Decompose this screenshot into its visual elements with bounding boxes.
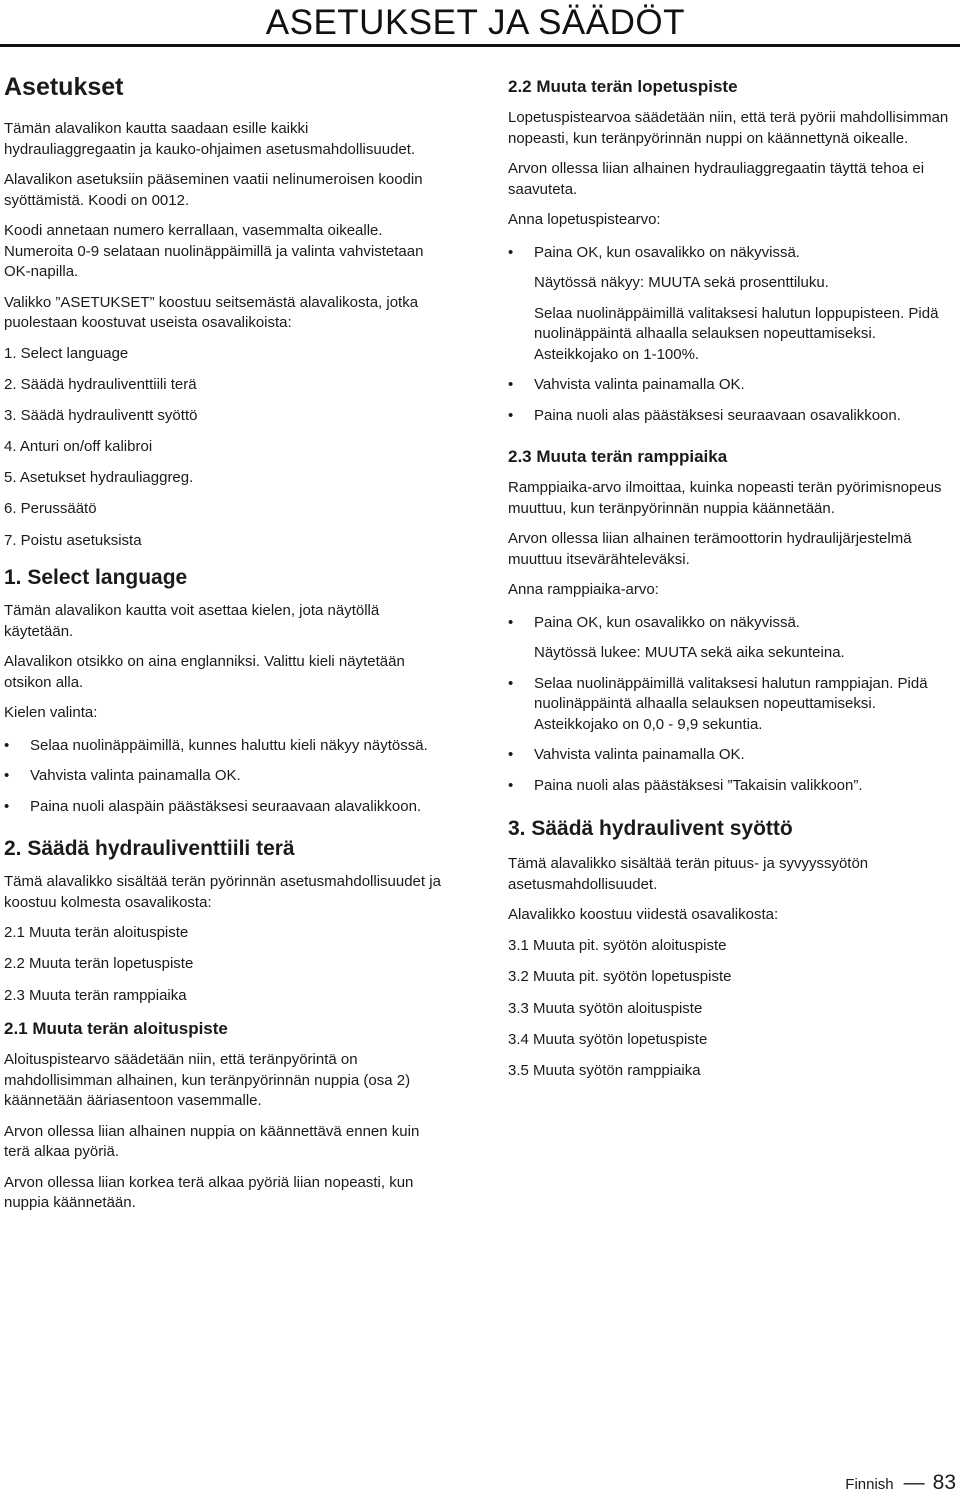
bullet-item: • Paina nuoli alas päästäksesi ”Takaisin valikkoon”. bbox=[508, 776, 958, 797]
right-column bbox=[508, 76, 958, 1081]
paragraph: Arvon ollessa liian korkea terä alkaa pyöriä liian nopeasti, kun nuppia käännetään. bbox=[4, 1173, 414, 1211]
menu-item: 6. Perussäätö bbox=[4, 500, 97, 518]
paragraph: Arvon ollessa liian alhainen nuppia on käännettävä ennen kuin terä alkaa pyöriä. bbox=[4, 1122, 420, 1160]
bullet-item: • Paina OK, kun osavalikko on näkyvissä. bbox=[508, 613, 958, 634]
left-column bbox=[4, 72, 444, 1214]
heading-select-language: 1. Select language bbox=[4, 566, 188, 590]
paragraph: Alavalikko koostuu viidestä osavalikosta: bbox=[508, 906, 779, 923]
menu-item: 5. Asetukset hydrauliaggreg. bbox=[4, 469, 194, 487]
menu-item: 1. Select language bbox=[4, 344, 129, 362]
paragraph: Alavalikon asetuksiin pääseminen vaatii nelinumeroisen koodin syöttämistä. Koodi on 0012. bbox=[4, 171, 423, 209]
indented-text: Näytössä lukee: MUUTA sekä aika sekunteina. bbox=[534, 644, 845, 661]
heading-saada-hydrauliventtiili: 2. Säädä hydrauliventtiili terä bbox=[4, 837, 295, 861]
page-footer bbox=[845, 1471, 956, 1495]
footer-dash: — bbox=[903, 1471, 925, 1494]
menu-item: 7. Poistu asetuksista bbox=[4, 531, 142, 549]
paragraph: Arvon ollessa liian alhainen hydrauliaggregaatin täyttä tehoa ei saavuteta. bbox=[508, 160, 925, 198]
paragraph: Tämä alavalikko sisältää terän pyörinnän asetusmahdollisuudet ja koostuu kolmesta osavalikosta: bbox=[4, 873, 441, 911]
paragraph: Arvon ollessa liian alhainen terämoottorin hydraulijärjestelmä muuttuu itsevärähteleväksi. bbox=[508, 530, 912, 568]
heading-2-3: 2.3 Muuta terän ramppiaika bbox=[508, 447, 728, 466]
submenu-item: 3.3 Muuta syötön aloituspiste bbox=[508, 999, 703, 1017]
menu-item: 4. Anturi on/off kalibroi bbox=[4, 438, 153, 456]
page-title: ASETUKSET JA SÄÄDÖT bbox=[265, 3, 685, 42]
submenu-item: 3.4 Muuta syötön lopetuspiste bbox=[508, 1030, 708, 1048]
bullet-item: • Paina OK, kun osavalikko on näkyvissä. bbox=[508, 243, 958, 264]
indented-text: Näytössä näkyy: MUUTA sekä prosenttiluku. bbox=[534, 274, 829, 291]
heading-2-2: 2.2 Muuta terän lopetuspiste bbox=[508, 77, 738, 96]
paragraph: Koodi annetaan numero kerrallaan, vasemmalta oikealle. Numeroita 0-9 selataan nuolinäppäimillä ja valinta vahvistetaan OK-napilla. bbox=[4, 222, 424, 280]
paragraph: Alavalikon otsikko on aina englanniksi. Valittu kieli näytetään otsikon alla. bbox=[4, 653, 405, 691]
paragraph: Tämän alavalikon kautta voit asettaa kielen, jota näytöllä käytetään. bbox=[4, 602, 380, 640]
bullet-item: • Paina nuoli alaspäin päästäksesi seuraavaan alavalikkoon. bbox=[4, 797, 444, 818]
bullet-item: • Vahvista valinta painamalla OK. bbox=[508, 745, 958, 766]
submenu-item: 2.3 Muuta terän ramppiaika bbox=[4, 986, 187, 1004]
heading-asetukset: Asetukset bbox=[4, 73, 124, 101]
indented-text: Selaa nuolinäppäimillä valitaksesi halutun loppupisteen. Pidä nuolinäppäintä alhaalla selauksen nopeuttamiseksi. Asteikkojako on 1-100%. bbox=[534, 304, 939, 363]
title-rule bbox=[0, 44, 960, 47]
submenu-item: 3.5 Muuta syötön ramppiaika bbox=[508, 1061, 701, 1079]
submenu-item: 2.2 Muuta terän lopetuspiste bbox=[4, 955, 194, 973]
paragraph: Aloituspistearvo säädetään niin, että teränpyörintä on mahdollisimman alhainen, kun teränpyörinnän nuppia (osa 2) käännetään ääriasentoon vasemmalle. bbox=[4, 1051, 411, 1109]
paragraph: Anna lopetuspistearvo: bbox=[508, 211, 661, 228]
paragraph: Valikko ”ASETUKSET” koostuu seitsemästä alavalikosta, jotka puolestaan koostuvat useista osavalikoista: bbox=[4, 293, 419, 331]
submenu-item: 3.2 Muuta pit. syötön lopetuspiste bbox=[508, 968, 732, 986]
bullet-item: • Vahvista valinta painamalla OK. bbox=[4, 766, 444, 787]
bullet-item: • Selaa nuolinäppäimillä, kunnes haluttu kieli näkyy näytössä. bbox=[4, 736, 444, 757]
footer-language: Finnish bbox=[845, 1476, 894, 1493]
paragraph: Anna ramppiaika-arvo: bbox=[508, 581, 659, 598]
bullet-item: • Selaa nuolinäppäimillä valitaksesi halutun ramppiajan. Pidä nuolinäppäintä alhaalla selauksen nopeuttamiseksi. Asteikkojako on 0,0 - 9,9 sekuntia. bbox=[508, 674, 958, 736]
paragraph: Kielen valinta: bbox=[4, 704, 98, 722]
paragraph: Tämä alavalikko sisältää terän pituus- ja syvyyssyötön asetusmahdollisuudet. bbox=[508, 855, 869, 893]
page-number: 83 bbox=[932, 1471, 956, 1494]
menu-item: 2. Säädä hydrauliventtiili terä bbox=[4, 375, 197, 393]
paragraph: Ramppiaika-arvo ilmoittaa, kuinka nopeasti terän pyörimisnopeus muuttuu, kun teränpyörinnän nuppia käännetään. bbox=[508, 479, 942, 517]
submenu-item: 3.1 Muuta pit. syötön aloituspiste bbox=[508, 937, 727, 955]
paragraph: Tämän alavalikon kautta saadaan esille kaikki hydrauliaggregaatin ja kauko-ohjaimen asetusmahdollisuudet. bbox=[4, 120, 416, 158]
bullet-item: • Paina nuoli alas päästäksesi seuraavaan osavalikkoon. bbox=[508, 406, 958, 427]
bullet-item: • Vahvista valinta painamalla OK. bbox=[508, 375, 958, 396]
menu-item: 3. Säädä hydrauliventt syöttö bbox=[4, 406, 198, 424]
heading-saada-hydraulivent-syotto: 3. Säädä hydraulivent syöttö bbox=[508, 817, 793, 840]
paragraph: Lopetuspistearvoa säädetään niin, että terä pyörii mahdollisimman nopeasti, kun teränpyörinnän nuppi on käännettynä oikealle. bbox=[508, 109, 949, 147]
submenu-item: 2.1 Muuta terän aloituspiste bbox=[4, 924, 189, 942]
heading-2-1: 2.1 Muuta terän aloituspiste bbox=[4, 1019, 228, 1038]
